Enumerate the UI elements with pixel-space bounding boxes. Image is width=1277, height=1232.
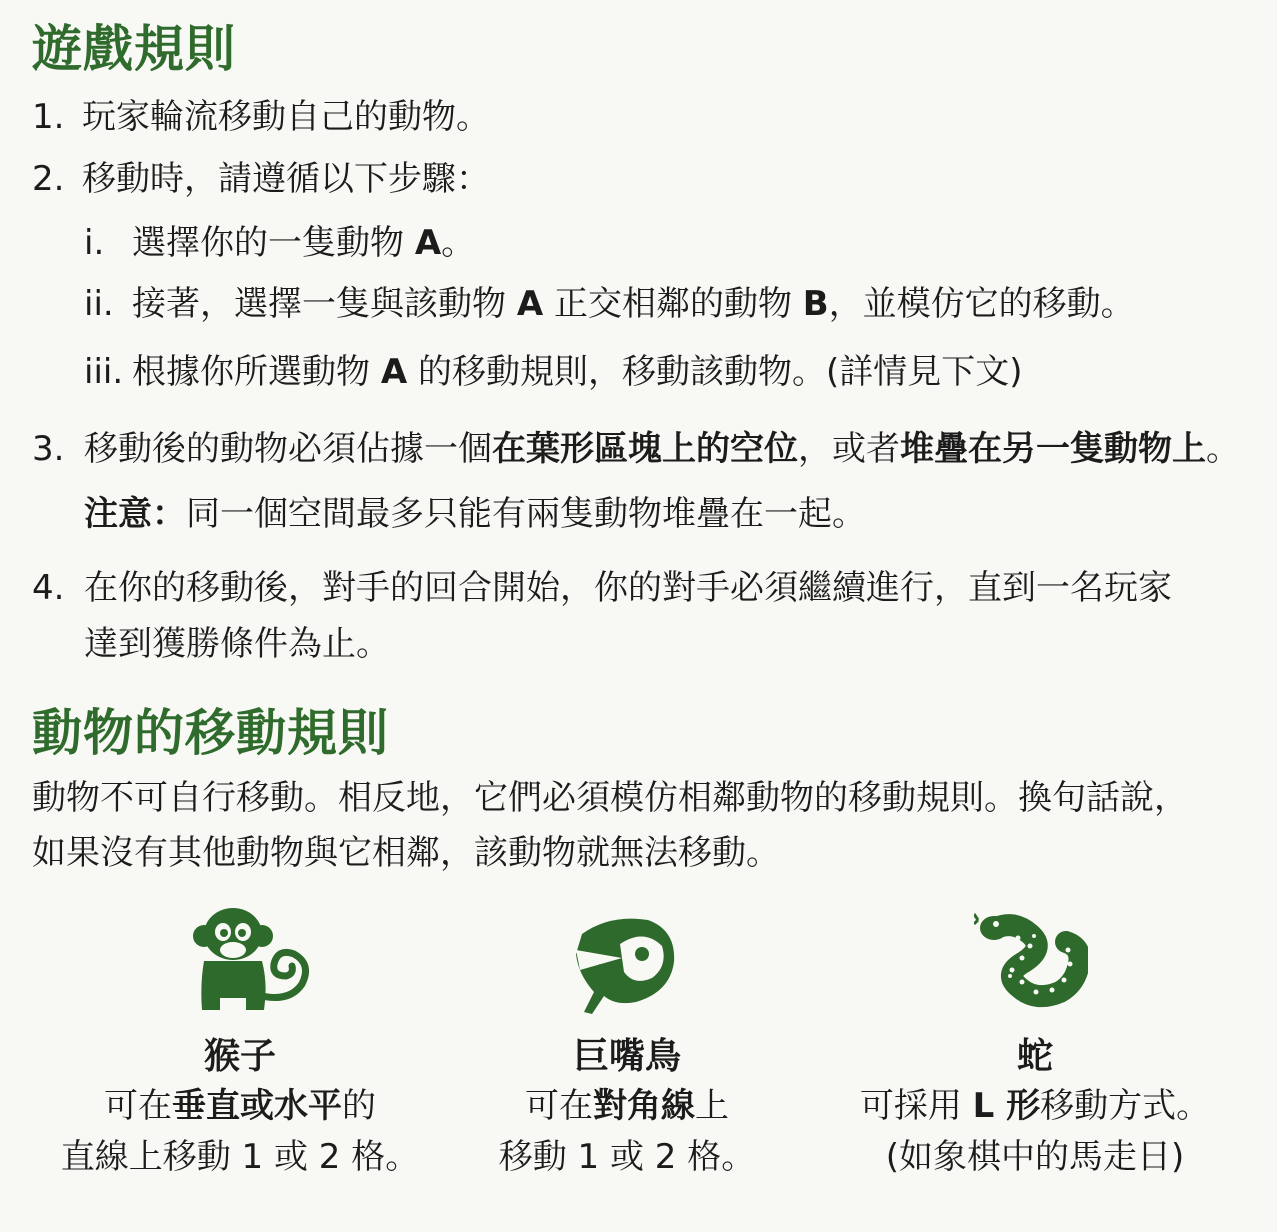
rule-number: 1.: [32, 97, 65, 137]
desc-text: 可採用: [859, 1086, 973, 1126]
step-text: 根據你所選動物: [132, 352, 381, 392]
animal-desc-snake-line2: (如象棋中的馬走日): [885, 1137, 1185, 1177]
rule-number: 3.: [32, 429, 65, 469]
rule-bold: 在葉形區塊上的空位: [492, 429, 798, 469]
toucan-icon: [570, 914, 680, 1018]
desc-text: 移動方式。: [1040, 1086, 1211, 1126]
rule-text: 達到獲勝條件為止。: [84, 624, 390, 664]
rule-text: 移動時，請遵循以下步驟：: [82, 159, 490, 199]
step-bold: A: [414, 223, 442, 263]
rule-note: [84, 494, 866, 534]
desc-text: 的: [342, 1086, 376, 1126]
rule-step-iii: [84, 352, 1023, 392]
monkey-icon: [190, 906, 315, 1016]
movement-intro-line2: 如果沒有其他動物與它相鄰，該動物就無法移動。: [32, 833, 780, 873]
step-bold: A: [380, 352, 408, 392]
step-bold: A: [516, 284, 544, 324]
step-text: 。: [441, 223, 476, 263]
desc-bold: 垂直或水平: [172, 1086, 342, 1126]
step-number: ii.: [84, 284, 114, 324]
movement-intro-line1: 動物不可自行移動。相反地，它們必須模仿相鄰動物的移動規則。換句話說，: [32, 778, 1188, 818]
rule-item-2: [32, 159, 490, 199]
animal-desc-toucan-line1: [442, 1086, 812, 1126]
rule-item-1: [32, 97, 490, 137]
rule-step-i: [84, 223, 476, 263]
note-label: 注意：: [84, 494, 186, 534]
desc-text: 可在: [104, 1086, 172, 1126]
step-text: 接著，選擇一隻與該動物: [132, 284, 517, 324]
step-number: iii.: [84, 352, 124, 392]
rules-heading: 遊戲規則: [32, 20, 236, 78]
animal-desc-monkey-line1: [40, 1086, 440, 1126]
rule-text: 。: [1206, 429, 1240, 469]
animal-name-toucan: 巨嘴鳥: [572, 1036, 681, 1077]
rule-item-4-cont: [84, 624, 390, 664]
rule-text: ，或者: [798, 429, 900, 469]
rule-item-3: [32, 429, 1240, 469]
note-text: 同一個空間最多只能有兩隻動物堆疊在一起。: [186, 494, 866, 534]
step-bold: B: [802, 284, 829, 324]
step-text: ，並模仿它的移動。: [828, 284, 1135, 324]
desc-text: 可在: [525, 1086, 593, 1126]
animal-desc-toucan-line2: 移動 1 或 2 格。: [498, 1137, 756, 1177]
rule-item-4: [32, 568, 1172, 608]
rule-number: 4.: [32, 568, 65, 608]
movement-heading: 動物的移動規則: [32, 704, 389, 762]
desc-bold: 對角線: [593, 1086, 695, 1126]
step-text: 的移動規則，移動該動物。(詳情見下文): [407, 352, 1023, 392]
rule-step-ii: [84, 284, 1135, 324]
step-number: i.: [84, 223, 105, 263]
step-text: 選擇你的一隻動物: [132, 223, 415, 263]
animal-desc-monkey-line2: 直線上移動 1 或 2 格。: [60, 1137, 420, 1177]
step-text: 正交相鄰的動物: [543, 284, 803, 324]
snake-icon: [974, 910, 1088, 1022]
animal-name-snake: 蛇: [1016, 1036, 1053, 1077]
rule-text: 玩家輪流移動自己的動物。: [82, 97, 490, 137]
desc-bold: L 形: [972, 1086, 1041, 1126]
animal-desc-snake-line1: [840, 1086, 1230, 1126]
rule-text: 移動後的動物必須佔據一個: [84, 429, 492, 469]
rule-text: 在你的移動後，對手的回合開始，你的對手必須繼續進行，直到一名玩家: [84, 568, 1172, 608]
rule-number: 2.: [32, 159, 65, 199]
desc-text: 上: [695, 1086, 729, 1126]
rule-bold: 堆疊在另一隻動物上: [900, 429, 1206, 469]
animal-name-monkey: 猴子: [203, 1036, 276, 1077]
